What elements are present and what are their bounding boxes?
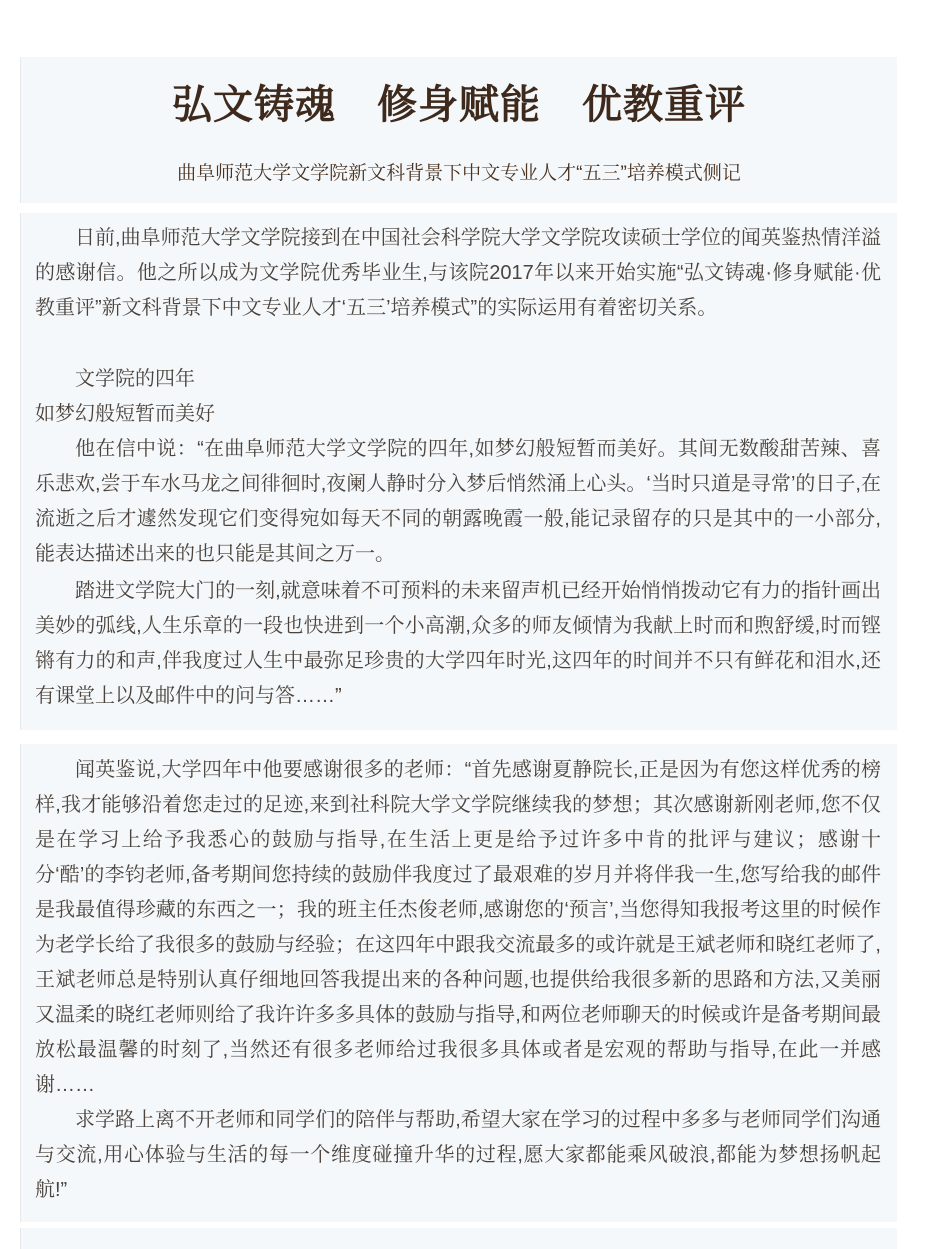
- letter-paragraph: 他在信中说：“在曲阜师范大学文学院的四年,如梦幻般短暂而美好。其间无数酸甜苦辣、喜乐悲欢,尝于车水马龙之间徘徊时,夜阑人静时分入梦后悄然涌上心头。‘当时只道是寻常’的日子,在流逝之后才遽然发现它们变得宛如每天不同的朝露晚霞一般,能记录留存的只是其中的一小部分,能表达描述出来的也只能是其间之万一。: [35, 438, 881, 565]
- letter-paragraph: 踏进文学院大门的一刻,就意味着不可预料的未来留声机已经开始悄悄拨动它有力的指针画出美妙的弧线,人生乐章的一段也快进到一个小高潮,众多的师友倾情为我献上时而和煦舒缓,时而铿锵有力的和声,伴我度过人生中最弥足珍贵的大学四年时光,这四年的时间并不只有鲜花和泪水,还有课堂上以及邮件中的问与答……”: [35, 580, 881, 707]
- next-section-sliver: [20, 1228, 897, 1249]
- intro-letter-section: [20, 213, 897, 730]
- article-page: [0, 57, 927, 1249]
- intro-paragraph: 日前,曲阜师范大学文学院接到在中国社会科学院大学文学院攻读硕士学位的闻英鉴热情洋溢的感谢信。他之所以成为文学院优秀毕业生,与该院2017年以来开始实施“弘文铸魂·修身赋能·优教重评”新文科背景下中文专业人才‘五三’培养模式”的实际运用有着密切关系。: [35, 227, 881, 319]
- acknowledgement-paragraph: 求学路上离不开老师和同学们的陪伴与帮助,希望大家在学习的过程中多多与老师同学们沟通与交流,用心体验与生活的每一个维度碰撞升华的过程,愿大家都能乘风破浪,都能为梦想扬帆起航!”: [35, 1109, 881, 1201]
- letter-excerpt: [35, 362, 881, 714]
- letter-heading-line1: 文学院的四年: [75, 368, 195, 390]
- acknowledgement-section: [20, 744, 897, 1222]
- letter-heading-line2: 如梦幻般短暂而美好: [35, 403, 215, 425]
- article-subtitle: 曲阜师范大学文学院新文科背景下中文专业人才“五三”培养模式侧记: [177, 163, 741, 184]
- article-title: 弘文铸魂 修身赋能 优教重评: [172, 83, 746, 127]
- article-header: [20, 57, 897, 203]
- acknowledgement-paragraph: 闻英鉴说,大学四年中他要感谢很多的老师：“首先感谢夏静院长,正是因为有您这样优秀的榜样,我才能够沿着您走过的足迹,来到社科院大学文学院继续我的梦想；其次感谢新刚老师,您不仅是在学习上给予我悉心的鼓励与指导,在生活上更是给予过许多中肯的批评与建议；感谢十分‘酷’的李钧老师,备考期间您持续的鼓励伴我度过了最艰难的岁月并将伴我一生,您写给我的邮件是我最值得珍藏的东西之一；我的班主任杰俊老师,感谢您的‘预言’,当您得知我报考这里的时候作为老学长给了我很多的鼓励与经验；在这四年中跟我交流最多的或许就是王斌老师和晓红老师了,王斌老师总是特别认真仔细地回答我提出来的各种问题,也提供给我很多新的思路和方法,又美丽又温柔的晓红老师则给了我许许多多具体的鼓励与指导,和两位老师聊天的时候或许是备考期间最放松最温馨的时刻了,当然还有很多老师给过我很多具体或者是宏观的帮助与指导,在此一并感谢……: [35, 759, 881, 1096]
